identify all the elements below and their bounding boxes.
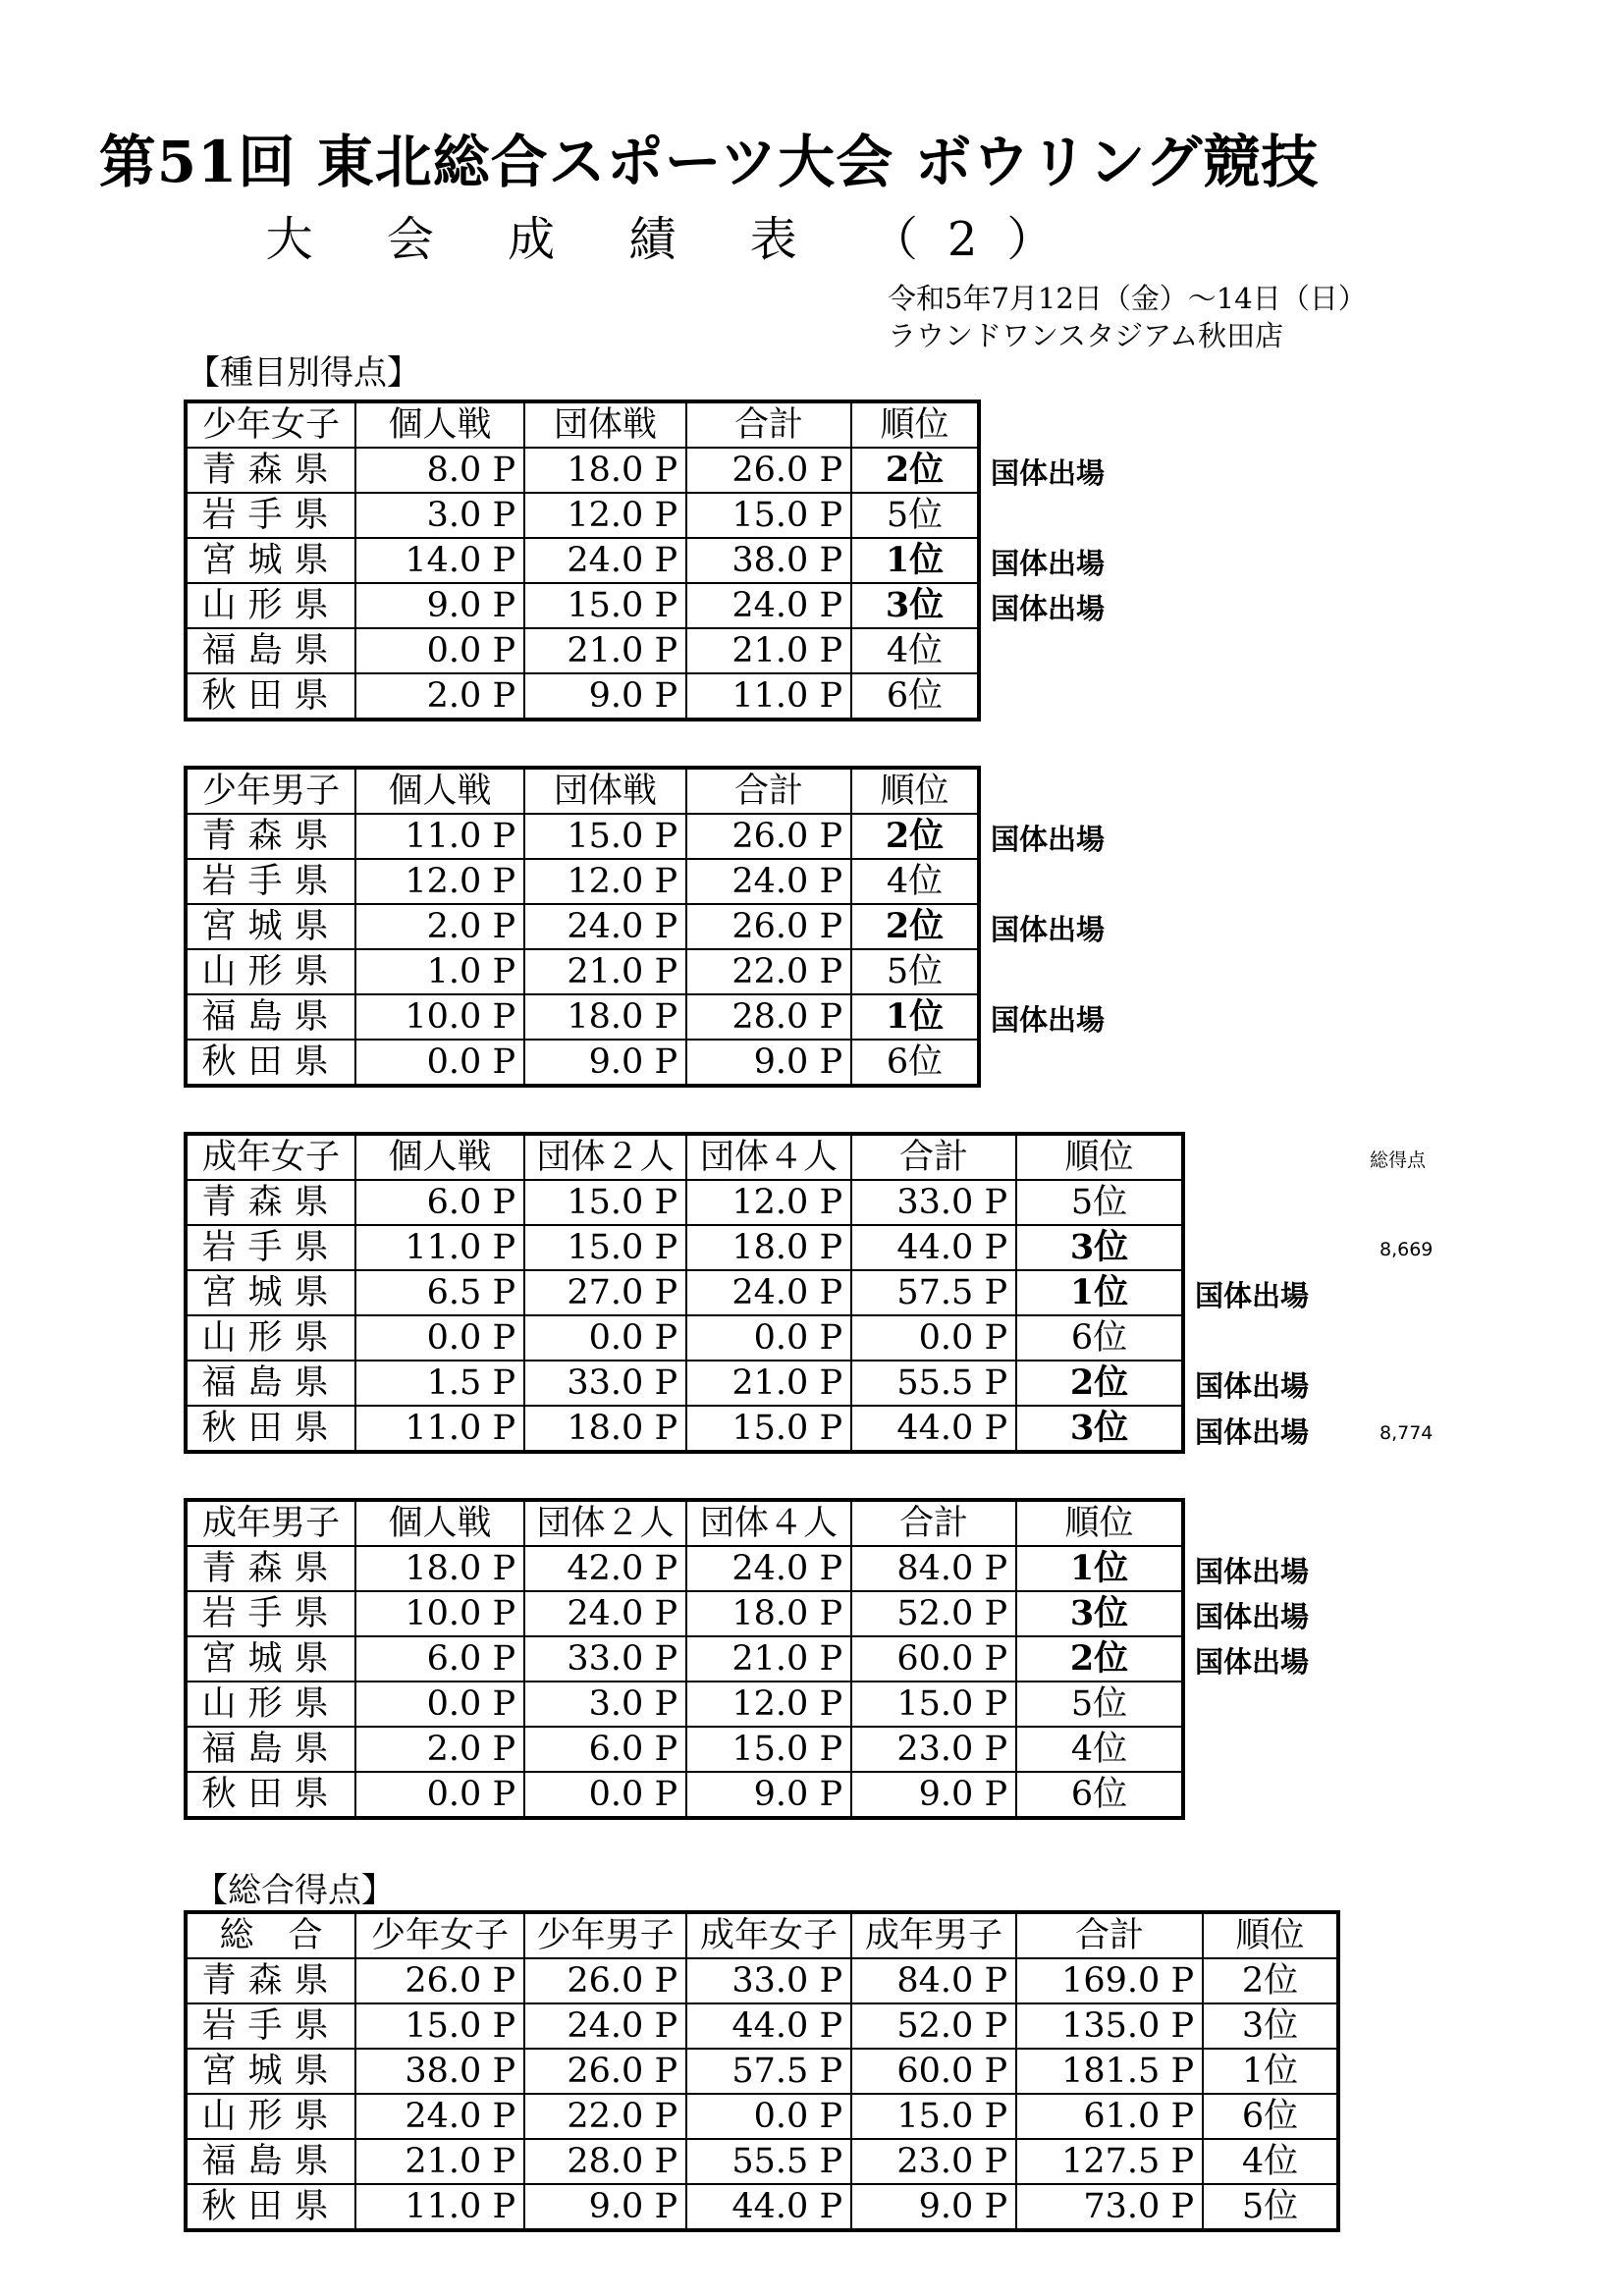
prefecture-cell: 秋田県: [186, 2184, 355, 2230]
score-cell: 26.0 P: [686, 448, 851, 493]
score-cell: 18.0 P: [686, 1591, 851, 1636]
score-cell: 28.0 P: [686, 994, 851, 1040]
table-overall: [184, 1910, 1340, 2232]
rank-cell: 4位: [851, 859, 979, 904]
score-cell: 0.0 P: [355, 1040, 524, 1086]
prefecture-cell: 秋田県: [186, 673, 355, 720]
table-row: [186, 1315, 1183, 1361]
prefecture-cell: 青森県: [186, 1546, 355, 1591]
table-row: [186, 448, 979, 493]
score-cell: 44.0 P: [686, 2184, 851, 2230]
prefecture-cell: 青森県: [186, 814, 355, 859]
score-cell: 21.0 P: [355, 2139, 524, 2184]
score-cell: 10.0 P: [355, 994, 524, 1040]
kokutai-qualified-label: 国体出場: [991, 456, 1106, 490]
column-header: 合計: [686, 401, 851, 448]
column-header: 成年男子: [186, 1500, 355, 1546]
column-header: 順位: [851, 401, 979, 448]
score-cell: 12.0 P: [355, 859, 524, 904]
table-row: [186, 1958, 1338, 2003]
score-cell: 0.0 P: [355, 1315, 524, 1361]
rank-cell: 3位: [1203, 2003, 1338, 2049]
table-row: [186, 583, 979, 628]
rank-cell: 1位: [851, 994, 979, 1040]
column-header: 合計: [851, 1500, 1016, 1546]
kokutai-qualified-label: 国体出場: [991, 547, 1106, 580]
column-header: 個人戦: [355, 401, 524, 448]
prefecture-cell: 岩手県: [186, 1225, 355, 1270]
rank-cell: 5位: [1016, 1682, 1183, 1727]
column-header: 団体４人: [686, 1134, 851, 1180]
score-cell: 1.0 P: [355, 949, 524, 994]
column-header: 順位: [1203, 1912, 1338, 1958]
score-cell: 15.0 P: [524, 814, 686, 859]
score-cell: 15.0 P: [851, 1682, 1016, 1727]
prefecture-cell: 岩手県: [186, 2003, 355, 2049]
table-row: [186, 1180, 1183, 1225]
score-cell: 18.0 P: [524, 448, 686, 493]
column-header: 個人戦: [355, 768, 524, 814]
rank-cell: 3位: [1016, 1406, 1183, 1452]
score-cell: 38.0 P: [686, 538, 851, 583]
score-cell: 22.0 P: [686, 949, 851, 994]
score-cell: 11.0 P: [686, 673, 851, 720]
prefecture-cell: 山形県: [186, 2094, 355, 2139]
score-cell: 24.0 P: [686, 1270, 851, 1315]
score-cell: 0.0 P: [524, 1772, 686, 1818]
rank-cell: 5位: [1203, 2184, 1338, 2230]
score-cell: 10.0 P: [355, 1591, 524, 1636]
kokutai-qualified-label: 国体出場: [991, 913, 1106, 946]
rank-cell: 3位: [1016, 1591, 1183, 1636]
score-cell: 9.0 P: [851, 1772, 1016, 1818]
column-header: 合計: [686, 768, 851, 814]
score-cell: 6.0 P: [355, 1180, 524, 1225]
rank-cell: 2位: [1016, 1361, 1183, 1406]
score-cell: 9.0 P: [355, 583, 524, 628]
score-cell: 26.0 P: [524, 1958, 686, 2003]
score-cell: 18.0 P: [524, 994, 686, 1040]
score-cell: 26.0 P: [524, 2049, 686, 2094]
score-cell: 181.5 P: [1016, 2049, 1203, 2094]
score-cell: 9.0 P: [524, 2184, 686, 2230]
score-cell: 23.0 P: [851, 2139, 1016, 2184]
score-cell: 21.0 P: [686, 1361, 851, 1406]
score-cell: 33.0 P: [524, 1361, 686, 1406]
rank-cell: 6位: [1016, 1315, 1183, 1361]
column-header: 合計: [1016, 1912, 1203, 1958]
prefecture-cell: 宮城県: [186, 904, 355, 949]
score-cell: 9.0 P: [686, 1772, 851, 1818]
rank-cell: 5位: [851, 493, 979, 538]
score-cell: 9.0 P: [851, 2184, 1016, 2230]
score-cell: 0.0 P: [355, 628, 524, 673]
score-cell: 0.0 P: [355, 1772, 524, 1818]
prefecture-cell: 青森県: [186, 1958, 355, 2003]
prefecture-cell: 山形県: [186, 949, 355, 994]
score-cell: 8.0 P: [355, 448, 524, 493]
table-seinen-joshi: [184, 1132, 1185, 1454]
score-cell: 44.0 P: [686, 2003, 851, 2049]
total-score-akita: 8,774: [1380, 1422, 1434, 1444]
table-row: [186, 859, 979, 904]
table-row: [186, 949, 979, 994]
column-header: 少年男子: [524, 1912, 686, 1958]
score-cell: 0.0 P: [355, 1682, 524, 1727]
table-row: [186, 2049, 1338, 2094]
score-cell: 6.0 P: [524, 1727, 686, 1772]
score-cell: 23.0 P: [851, 1727, 1016, 1772]
prefecture-cell: 青森県: [186, 1180, 355, 1225]
score-cell: 33.0 P: [851, 1180, 1016, 1225]
prefecture-cell: 宮城県: [186, 1270, 355, 1315]
column-header: 少年女子: [186, 401, 355, 448]
score-cell: 60.0 P: [851, 2049, 1016, 2094]
kokutai-qualified-label: 国体出場: [1195, 1279, 1310, 1312]
score-cell: 15.0 P: [686, 1727, 851, 1772]
score-cell: 52.0 P: [851, 1591, 1016, 1636]
score-cell: 38.0 P: [355, 2049, 524, 2094]
table-row: [186, 2003, 1338, 2049]
score-cell: 24.0 P: [686, 583, 851, 628]
table-row: [186, 1361, 1183, 1406]
table-row: [186, 2094, 1338, 2139]
table-row: [186, 1636, 1183, 1682]
score-cell: 18.0 P: [355, 1546, 524, 1591]
prefecture-cell: 秋田県: [186, 1406, 355, 1452]
score-cell: 15.0 P: [355, 2003, 524, 2049]
table-row: [186, 1225, 1183, 1270]
rank-cell: 6位: [851, 673, 979, 720]
prefecture-cell: 秋田県: [186, 1040, 355, 1086]
score-cell: 3.0 P: [524, 1682, 686, 1727]
table-header-row: [186, 1134, 1183, 1180]
rank-cell: 4位: [851, 628, 979, 673]
score-cell: 15.0 P: [524, 583, 686, 628]
score-cell: 26.0 P: [686, 904, 851, 949]
score-cell: 24.0 P: [686, 859, 851, 904]
rank-cell: 1位: [1203, 2049, 1338, 2094]
score-cell: 11.0 P: [355, 814, 524, 859]
table-row: [186, 904, 979, 949]
score-cell: 1.5 P: [355, 1361, 524, 1406]
score-cell: 33.0 P: [686, 1958, 851, 2003]
rank-cell: 5位: [851, 949, 979, 994]
prefecture-cell: 宮城県: [186, 538, 355, 583]
score-cell: 2.0 P: [355, 904, 524, 949]
score-cell: 18.0 P: [686, 1225, 851, 1270]
score-cell: 11.0 P: [355, 1225, 524, 1270]
column-header: 成年男子: [851, 1912, 1016, 1958]
column-header: 総 合: [186, 1912, 355, 1958]
page-title: 第51回 東北総合スポーツ大会 ボウリング競技: [98, 129, 1320, 195]
event-venue: ラウンドワンスタジアム秋田店: [888, 319, 1284, 352]
column-header: 個人戦: [355, 1134, 524, 1180]
score-cell: 15.0 P: [686, 493, 851, 538]
column-header: 団体２人: [524, 1134, 686, 1180]
table-row: [186, 1406, 1183, 1452]
score-cell: 52.0 P: [851, 2003, 1016, 2049]
score-cell: 24.0 P: [524, 904, 686, 949]
section-label-overall-scores: 【総合得点】: [194, 1871, 395, 1910]
rank-cell: 2位: [851, 904, 979, 949]
rank-cell: 1位: [851, 538, 979, 583]
prefecture-cell: 岩手県: [186, 493, 355, 538]
column-header: 少年男子: [186, 768, 355, 814]
table-row: [186, 2184, 1338, 2230]
table-row: [186, 2139, 1338, 2184]
page-subtitle: 大 会 成 績 表 （2）: [265, 212, 1084, 267]
score-cell: 3.0 P: [355, 493, 524, 538]
column-header: 団体戦: [524, 401, 686, 448]
rank-cell: 2位: [851, 448, 979, 493]
table-header-row: [186, 401, 979, 448]
rank-cell: 4位: [1203, 2139, 1338, 2184]
column-header: 成年女子: [186, 1134, 355, 1180]
column-header: 個人戦: [355, 1500, 524, 1546]
table-row: [186, 628, 979, 673]
kokutai-qualified-label: 国体出場: [1195, 1600, 1310, 1633]
table-header-row: [186, 1912, 1338, 1958]
rank-cell: 6位: [1203, 2094, 1338, 2139]
table-row: [186, 493, 979, 538]
score-cell: 2.0 P: [355, 673, 524, 720]
rank-cell: 2位: [851, 814, 979, 859]
score-cell: 11.0 P: [355, 2184, 524, 2230]
score-cell: 14.0 P: [355, 538, 524, 583]
prefecture-cell: 岩手県: [186, 859, 355, 904]
score-cell: 28.0 P: [524, 2139, 686, 2184]
table-header-row: [186, 768, 979, 814]
kokutai-qualified-label: 国体出場: [1195, 1415, 1310, 1449]
section-label-event-scores: 【種目別得点】: [187, 353, 420, 393]
score-cell: 0.0 P: [686, 2094, 851, 2139]
score-cell: 60.0 P: [851, 1636, 1016, 1682]
prefecture-cell: 福島県: [186, 1727, 355, 1772]
column-header: 順位: [1016, 1500, 1183, 1546]
score-cell: 2.0 P: [355, 1727, 524, 1772]
score-cell: 15.0 P: [524, 1180, 686, 1225]
score-cell: 0.0 P: [851, 1315, 1016, 1361]
rank-cell: 5位: [1016, 1180, 1183, 1225]
column-header: 団体４人: [686, 1500, 851, 1546]
score-cell: 9.0 P: [524, 1040, 686, 1086]
score-cell: 21.0 P: [524, 628, 686, 673]
score-cell: 84.0 P: [851, 1546, 1016, 1591]
score-cell: 9.0 P: [686, 1040, 851, 1086]
column-header: 団体戦: [524, 768, 686, 814]
score-cell: 42.0 P: [524, 1546, 686, 1591]
table-row: [186, 1270, 1183, 1315]
table-row: [186, 1546, 1183, 1591]
rank-cell: 3位: [851, 583, 979, 628]
score-cell: 24.0 P: [686, 1546, 851, 1591]
score-cell: 15.0 P: [686, 1406, 851, 1452]
prefecture-cell: 福島県: [186, 1361, 355, 1406]
column-header: 順位: [1016, 1134, 1183, 1180]
score-cell: 12.0 P: [686, 1180, 851, 1225]
kokutai-qualified-label: 国体出場: [1195, 1369, 1310, 1403]
score-cell: 55.5 P: [851, 1361, 1016, 1406]
rank-cell: 4位: [1016, 1727, 1183, 1772]
table-row: [186, 994, 979, 1040]
table-row: [186, 1727, 1183, 1772]
table-shonen-joshi: [184, 400, 981, 721]
score-cell: 44.0 P: [851, 1406, 1016, 1452]
column-header: 合計: [851, 1134, 1016, 1180]
score-cell: 6.0 P: [355, 1636, 524, 1682]
score-cell: 57.5 P: [851, 1270, 1016, 1315]
prefecture-cell: 山形県: [186, 1315, 355, 1361]
column-header: 成年女子: [686, 1912, 851, 1958]
table-row: [186, 1772, 1183, 1818]
score-cell: 6.5 P: [355, 1270, 524, 1315]
prefecture-cell: 福島県: [186, 628, 355, 673]
score-cell: 15.0 P: [851, 2094, 1016, 2139]
score-cell: 0.0 P: [524, 1315, 686, 1361]
score-cell: 135.0 P: [1016, 2003, 1203, 2049]
score-cell: 21.0 P: [524, 949, 686, 994]
total-score-iwate: 8,669: [1380, 1239, 1434, 1260]
column-header: 団体２人: [524, 1500, 686, 1546]
prefecture-cell: 宮城県: [186, 2049, 355, 2094]
table-row: [186, 1040, 979, 1086]
rank-cell: 2位: [1016, 1636, 1183, 1682]
column-header: 少年女子: [355, 1912, 524, 1958]
total-score-label: 総得点: [1370, 1149, 1427, 1171]
kokutai-qualified-label: 国体出場: [1195, 1555, 1310, 1588]
prefecture-cell: 山形県: [186, 583, 355, 628]
score-cell: 169.0 P: [1016, 1958, 1203, 2003]
table-header-row: [186, 1500, 1183, 1546]
score-cell: 15.0 P: [524, 1225, 686, 1270]
prefecture-cell: 秋田県: [186, 1772, 355, 1818]
score-cell: 11.0 P: [355, 1406, 524, 1452]
rank-cell: 6位: [1016, 1772, 1183, 1818]
prefecture-cell: 宮城県: [186, 1636, 355, 1682]
prefecture-cell: 青森県: [186, 448, 355, 493]
table-row: [186, 673, 979, 720]
score-cell: 12.0 P: [524, 493, 686, 538]
score-cell: 73.0 P: [1016, 2184, 1203, 2230]
score-cell: 24.0 P: [355, 2094, 524, 2139]
rank-cell: 1位: [1016, 1270, 1183, 1315]
prefecture-cell: 山形県: [186, 1682, 355, 1727]
rank-cell: 3位: [1016, 1225, 1183, 1270]
table-shonen-danshi: [184, 766, 981, 1088]
table-row: [186, 538, 979, 583]
score-cell: 18.0 P: [524, 1406, 686, 1452]
score-cell: 22.0 P: [524, 2094, 686, 2139]
score-cell: 9.0 P: [524, 673, 686, 720]
score-cell: 61.0 P: [1016, 2094, 1203, 2139]
score-cell: 24.0 P: [524, 538, 686, 583]
score-cell: 21.0 P: [686, 628, 851, 673]
kokutai-qualified-label: 国体出場: [991, 823, 1106, 856]
score-cell: 0.0 P: [686, 1315, 851, 1361]
score-cell: 127.5 P: [1016, 2139, 1203, 2184]
score-cell: 24.0 P: [524, 2003, 686, 2049]
rank-cell: 6位: [851, 1040, 979, 1086]
table-row: [186, 1682, 1183, 1727]
score-cell: 21.0 P: [686, 1636, 851, 1682]
score-cell: 33.0 P: [524, 1636, 686, 1682]
kokutai-qualified-label: 国体出場: [991, 1003, 1106, 1037]
score-cell: 55.5 P: [686, 2139, 851, 2184]
prefecture-cell: 岩手県: [186, 1591, 355, 1636]
score-cell: 24.0 P: [524, 1591, 686, 1636]
prefecture-cell: 福島県: [186, 994, 355, 1040]
score-cell: 27.0 P: [524, 1270, 686, 1315]
table-row: [186, 1591, 1183, 1636]
score-cell: 12.0 P: [686, 1682, 851, 1727]
score-cell: 26.0 P: [686, 814, 851, 859]
score-cell: 44.0 P: [851, 1225, 1016, 1270]
score-cell: 26.0 P: [355, 1958, 524, 2003]
score-cell: 57.5 P: [686, 2049, 851, 2094]
prefecture-cell: 福島県: [186, 2139, 355, 2184]
rank-cell: 2位: [1203, 1958, 1338, 2003]
score-cell: 84.0 P: [851, 1958, 1016, 2003]
score-cell: 12.0 P: [524, 859, 686, 904]
kokutai-qualified-label: 国体出場: [1195, 1645, 1310, 1679]
table-seinen-danshi: [184, 1498, 1185, 1820]
kokutai-qualified-label: 国体出場: [991, 592, 1106, 625]
table-row: [186, 814, 979, 859]
rank-cell: 1位: [1016, 1546, 1183, 1591]
event-date: 令和5年7月12日（金）～14日（日）: [888, 282, 1367, 315]
column-header: 順位: [851, 768, 979, 814]
